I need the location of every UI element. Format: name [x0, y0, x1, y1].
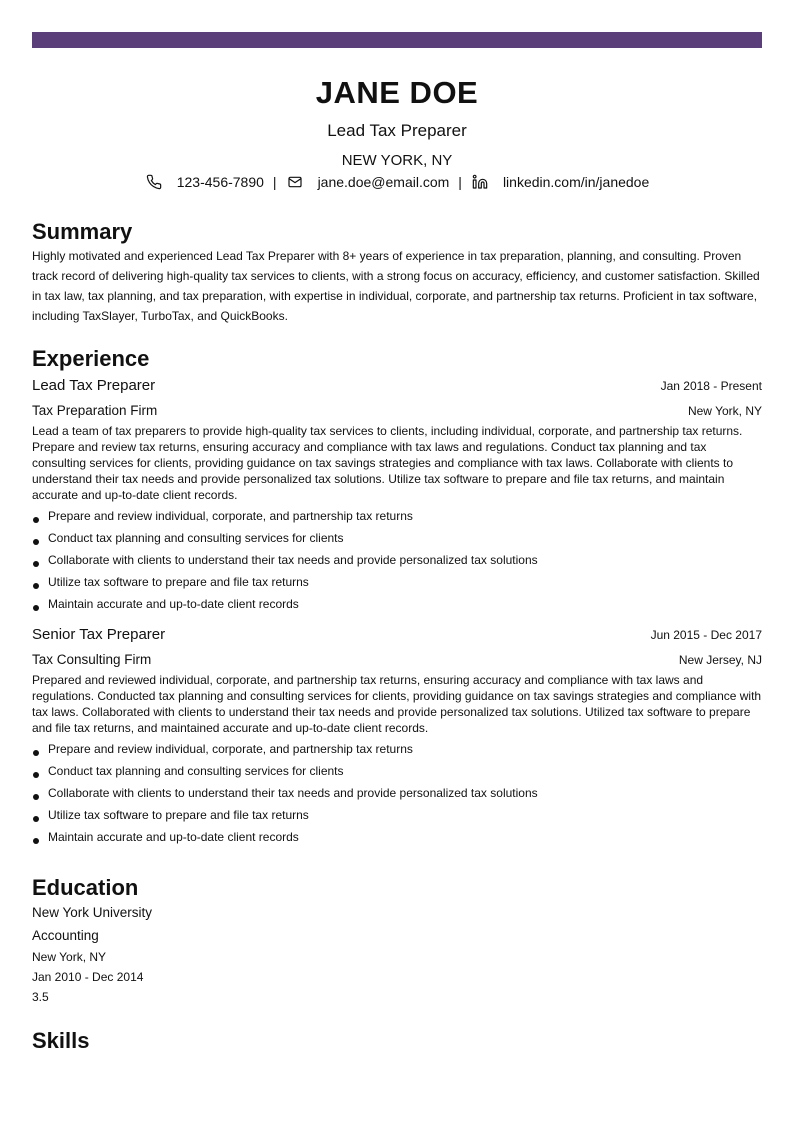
- experience-title: Experience: [32, 346, 150, 371]
- linkedin-icon: [471, 173, 489, 191]
- list-item: Conduct tax planning and consulting services for clients: [32, 760, 762, 782]
- job-description: Lead a team of tax preparers to provide high-quality tax services to clients, including individual, corporate, and partnership tax returns. Prepare and review tax returns, ensuring accuracy and compliance with tax laws and regulations. Conduct tax planning and tax consulting services for clients, providing guidance on tax savings strategies and compliance with tax laws. Collaborate with clients to understand their tax needs and provide personalized tax solutions. Utilize tax software to prepare and file tax returns, and maintain accurate and up-to-date client records.: [32, 424, 743, 502]
- job-company: Tax Consulting Firm: [32, 652, 152, 667]
- list-item: Utilize tax software to prepare and file tax returns: [32, 571, 762, 593]
- summary-section: [32, 218, 762, 326]
- linkedin-link[interactable]: linkedin.com/in/janedoe: [502, 174, 650, 190]
- job-location: New York, NY: [687, 404, 762, 418]
- accent-bar: [32, 32, 762, 48]
- job-title: Senior Tax Preparer: [32, 626, 166, 643]
- job-location: New Jersey, NJ: [678, 653, 762, 667]
- job-title-row: [32, 375, 762, 397]
- contact-separator: |: [272, 174, 277, 190]
- job-dates: Jan 2018 - Present: [660, 379, 762, 393]
- candidate-role: Lead Tax Preparer: [327, 121, 467, 140]
- job-bullets: [32, 738, 762, 848]
- summary-title: Summary: [32, 219, 133, 244]
- phone-icon: [145, 173, 163, 191]
- list-item: Maintain accurate and up-to-date client records: [32, 826, 762, 848]
- job-title-row: [32, 624, 762, 646]
- education-dates: Jan 2010 - Dec 2014: [32, 970, 144, 984]
- job-bullets: [32, 505, 762, 615]
- education-school: New York University: [32, 905, 153, 920]
- skills-title: Skills: [32, 1028, 90, 1053]
- list-item: Conduct tax planning and consulting services for clients: [32, 527, 762, 549]
- summary-text: Highly motivated and experienced Lead Tax Preparer with 8+ years of experience in tax preparation, planning, and consulting. Proven track record of delivering high-quality tax services to clients, with a strong focus on accuracy, efficiency, and customer satisfaction. Skilled in tax law, tax planning, and tax preparation, with expertise in individual, corporate, and partnership tax returns. Proficient in tax software, including TaxSlayer, TurboTax, and QuickBooks.: [32, 249, 760, 323]
- resume-header: [32, 72, 762, 192]
- list-item: Collaborate with clients to understand their tax needs and provide personalized tax solutions: [32, 549, 762, 571]
- education-section: [32, 874, 762, 1007]
- phone-number[interactable]: 123-456-7890: [176, 174, 264, 190]
- skills-section: [32, 1027, 762, 1055]
- job-title: Lead Tax Preparer: [32, 377, 156, 394]
- candidate-name: JANE DOE: [315, 75, 479, 110]
- email-link[interactable]: jane.doe@email.com: [317, 174, 450, 190]
- job-description: Prepared and reviewed individual, corporate, and partnership tax returns, ensuring accuracy and compliance with tax laws and regulations. Conducted tax planning and consulting services for clients, providing guidance on tax savings strategies and compliance with tax laws. Collaborated with clients to understand their tax needs and provide personalized tax solutions. Utilized tax software to prepare and file tax returns, and maintained accurate and up-to-date client records.: [32, 673, 762, 735]
- list-item: Utilize tax software to prepare and file tax returns: [32, 804, 762, 826]
- job-company: Tax Preparation Firm: [32, 403, 158, 418]
- job-entry: [32, 624, 762, 848]
- mail-icon: [286, 173, 304, 191]
- list-item: Prepare and review individual, corporate, and partnership tax returns: [32, 505, 762, 527]
- contact-row: [32, 172, 762, 192]
- list-item: Collaborate with clients to understand their tax needs and provide personalized tax solutions: [32, 782, 762, 804]
- job-dates: Jun 2015 - Dec 2017: [650, 628, 762, 642]
- education-location: New York, NY: [32, 950, 107, 964]
- list-item: Prepare and review individual, corporate, and partnership tax returns: [32, 738, 762, 760]
- experience-section: [32, 345, 762, 848]
- candidate-location: NEW YORK, NY: [341, 152, 453, 169]
- job-entry: [32, 375, 762, 615]
- job-company-row: [32, 400, 762, 422]
- education-gpa: 3.5: [32, 990, 49, 1004]
- list-item: Maintain accurate and up-to-date client records: [32, 593, 762, 615]
- contact-separator: |: [458, 174, 462, 190]
- education-title: Education: [32, 875, 139, 900]
- job-company-row: [32, 649, 762, 671]
- education-field: Accounting: [32, 928, 99, 943]
